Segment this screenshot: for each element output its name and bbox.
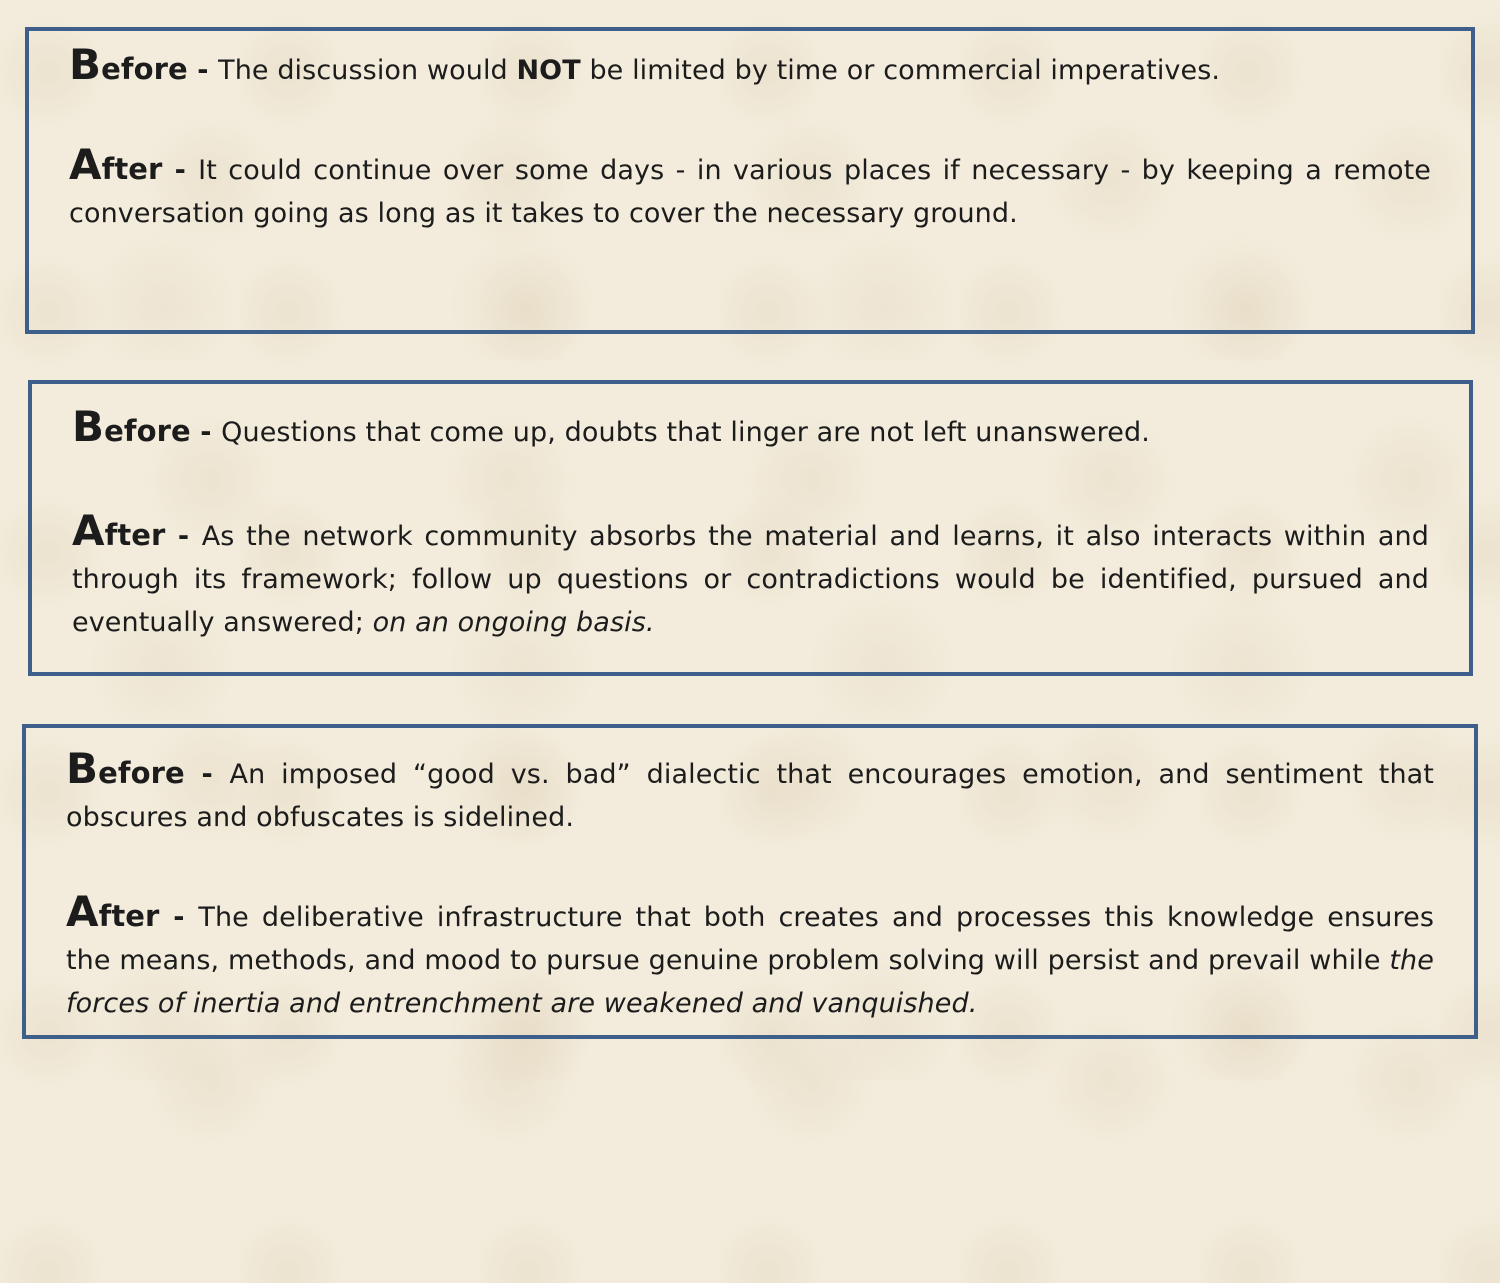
before-heading: Before: [66, 744, 185, 793]
comparison-panel-1: [25, 27, 1475, 334]
heading-dash: -: [187, 55, 219, 86]
heading-dash: -: [162, 155, 199, 186]
heading-dash: -: [190, 417, 222, 448]
after-paragraph-1: [69, 140, 1431, 235]
heading-dash: -: [159, 902, 199, 933]
before-text-end: be limited by time or commercial imperatives.: [580, 55, 1221, 86]
after-text: As the network community absorbs the material and learns, it also interacts within and through its framework; follow up questions or contradictions would be identified, pursued and eventually answered;: [72, 521, 1430, 638]
before-heading: Before: [69, 40, 188, 89]
after-heading: After: [72, 506, 166, 555]
after-paragraph-3: [66, 887, 1434, 1025]
after-heading: After: [66, 887, 160, 936]
heading-dash: -: [184, 759, 230, 790]
after-paragraph-2: [72, 506, 1430, 644]
after-heading: After: [69, 140, 163, 189]
before-heading: Before: [72, 402, 191, 451]
after-italic-text: the forces of inertia and entrenchment are weakened and vanquished.: [66, 945, 1434, 1019]
before-text: An imposed “good vs. bad” dialectic that encourages emotion, and sentiment that obscures and obfuscates is sidelined.: [66, 759, 1434, 833]
before-text: Questions that come up, doubts that linger are not left unanswered.: [221, 417, 1150, 448]
emphasis-not: NOT: [516, 55, 581, 86]
before-paragraph-1: [69, 40, 1431, 92]
comparison-panel-2: [28, 380, 1473, 676]
comparison-panel-3: [22, 724, 1478, 1039]
before-text: The discussion would: [218, 55, 517, 86]
before-paragraph-3: [66, 744, 1434, 839]
after-text: The deliberative infrastructure that both creates and processes this knowledge ensures the means, methods, and mood to pursue genuine problem solving will persist and prevail while: [66, 902, 1434, 976]
after-italic-text: on an ongoing basis.: [372, 607, 655, 638]
before-paragraph-2: [72, 402, 1429, 454]
heading-dash: -: [165, 521, 202, 552]
after-text: It could continue over some days - in various places if necessary - by keeping a remote conversation going as long as it takes to cover the necessary ground.: [69, 155, 1431, 229]
